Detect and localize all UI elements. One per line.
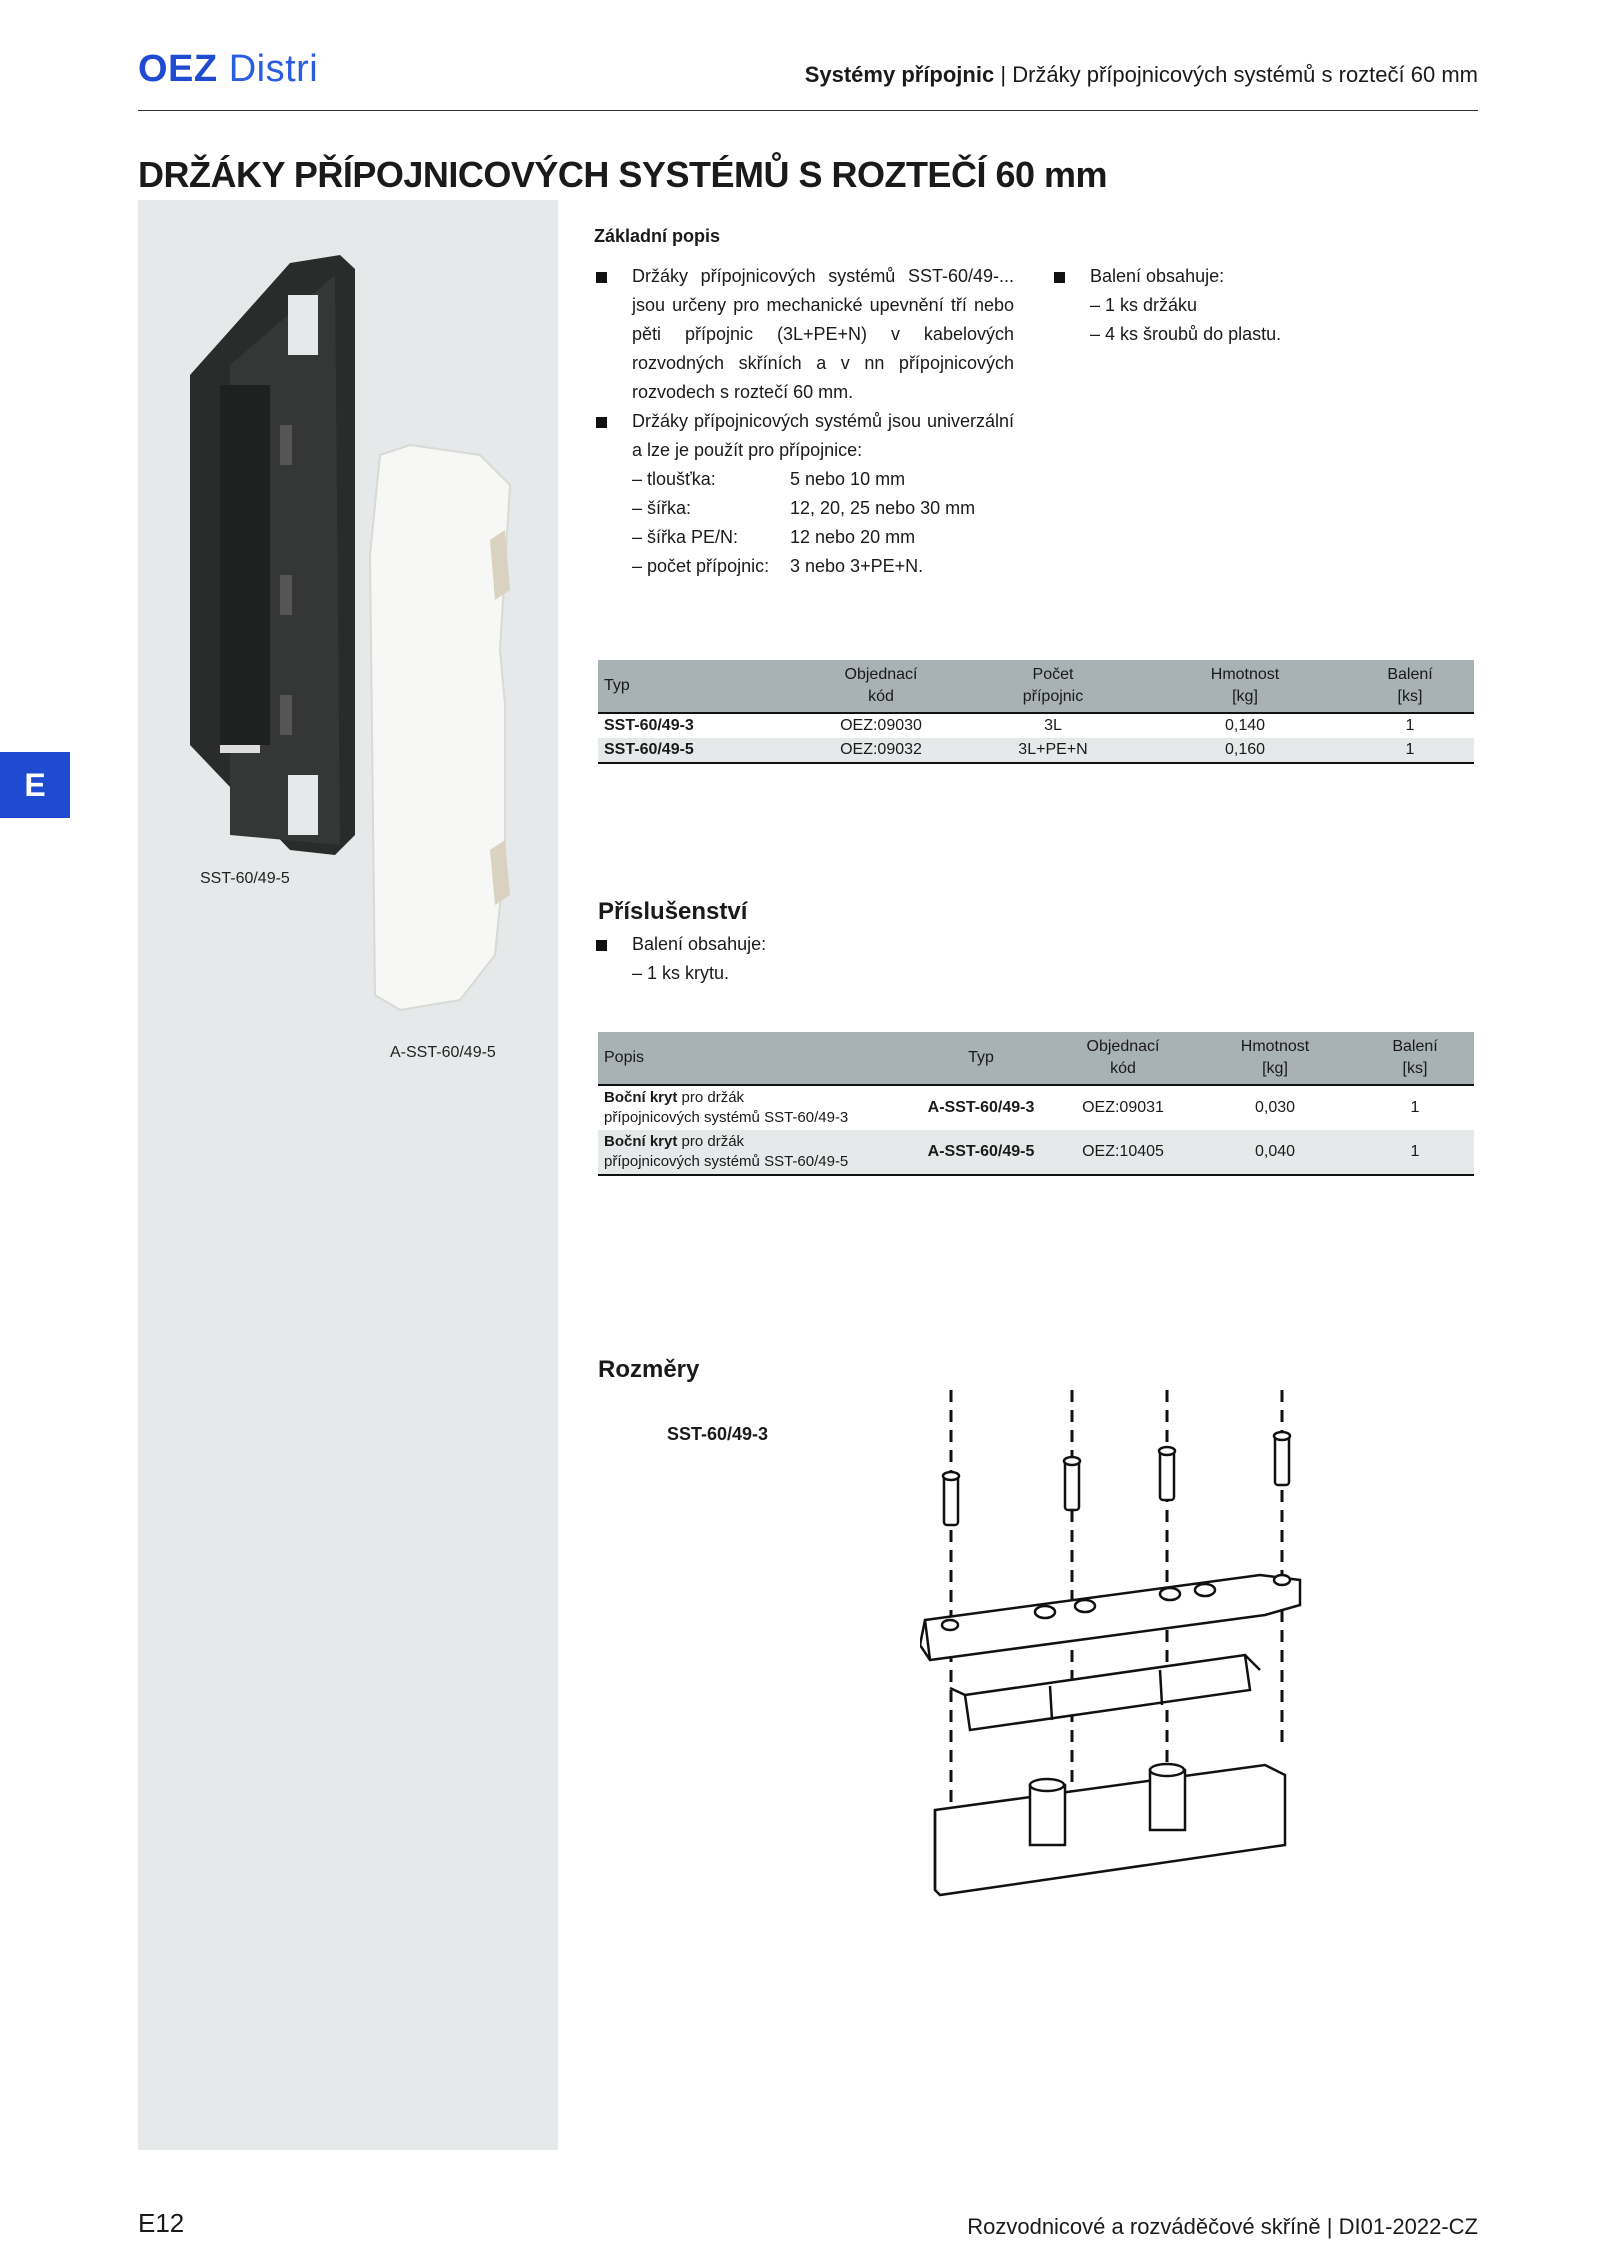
basic-heading: Základní popis: [594, 226, 721, 246]
cell-code: OEZ:10405: [1052, 1130, 1194, 1175]
cell-weight: 0,160: [1144, 738, 1346, 763]
cell-pack: 1: [1346, 738, 1474, 763]
cell-popis: Boční kryt pro držák přípojnicových systémů SST-60/49-3: [604, 1089, 849, 1126]
caption-cover: A-SST-60/49-5: [390, 1044, 496, 1061]
col-weight: Hmotnost [kg]: [1144, 660, 1346, 713]
spec-label: – šířka:: [632, 498, 692, 518]
accessories-table: [598, 1032, 1474, 1176]
cell-typ: SST-60/49-5: [598, 738, 800, 763]
col-code: Objednací kód: [1052, 1032, 1194, 1085]
exploded-drawing: [920, 1390, 1320, 1910]
dimensions-label: SST-60/49-3: [667, 1424, 769, 1444]
caption-holder: SST-60/49-5: [200, 870, 290, 887]
cell-pack: 1: [1356, 1130, 1474, 1175]
accessories-package: [594, 930, 994, 988]
basic-bullet-1: Držáky přípojnicových systémů SST-60/49-... jsou určeny pro mechanické upevnění tří nebo pěti přípojnic (3L+PE+N) v kabelových rozvodných skříních a v nn přípojnicových rozvodech s roztečí 60 mm.: [594, 262, 1014, 407]
middle-insert: [950, 1655, 1260, 1730]
col-pack: Balení [ks]: [1356, 1032, 1474, 1085]
spec-list: [594, 465, 1014, 581]
holder-image: [190, 255, 355, 855]
product-table: [598, 660, 1474, 764]
top-clamp: [920, 1575, 1300, 1660]
product-photo-holder: [160, 255, 520, 1035]
col-typ: Typ: [598, 660, 800, 713]
footer-separator: |: [1326, 2214, 1333, 2239]
col-pack: Balení [ks]: [1346, 660, 1474, 713]
cell-weight: 0,040: [1194, 1130, 1356, 1175]
package-title: Balení obsahuje:: [1052, 262, 1352, 291]
col-code: Objednací kód: [800, 660, 962, 713]
logo-distri: Distri: [228, 48, 319, 90]
table-row: [598, 738, 1474, 763]
page-number: E12: [138, 2208, 185, 2238]
cell-weight: 0,140: [1224, 717, 1266, 734]
spec-value: 3 nebo 3+PE+N.: [790, 556, 924, 576]
screws: [943, 1432, 1290, 1525]
cell-code: OEZ:09031: [1082, 1099, 1164, 1116]
spec-label: – tloušťka:: [632, 469, 716, 489]
brand-logo: [138, 48, 318, 91]
cell-typ: A-SST-60/49-3: [927, 1099, 1035, 1116]
running-footer: [967, 2214, 1478, 2240]
chapter-tab[interactable]: E: [0, 752, 70, 818]
col-weight: Hmotnost [kg]: [1194, 1032, 1356, 1085]
spec-row: [632, 552, 1014, 581]
accessories-pack-title: Balení obsahuje:: [594, 930, 994, 959]
basic-bullet-2: Držáky přípojnicových systémů jsou univerzální a lze je použít pro přípojnice:: [594, 407, 1014, 465]
running-header: [805, 62, 1478, 88]
bottom-holder: [935, 1764, 1285, 1895]
col-count: Počet přípojnic: [962, 660, 1144, 713]
cell-weight: 0,030: [1254, 1099, 1296, 1116]
cell-code: OEZ:09032: [800, 738, 962, 763]
spec-value: 12 nebo 20 mm: [790, 527, 916, 547]
cell-pack: 1: [1405, 717, 1415, 734]
spec-value: 12, 20, 25 nebo 30 mm: [790, 498, 976, 518]
spec-value: 5 nebo 10 mm: [790, 469, 906, 489]
logo-oez: OEZ: [138, 48, 218, 90]
spec-row: [632, 465, 1014, 494]
cell-typ: SST-60/49-3: [604, 717, 694, 734]
accessories-heading: Příslušenství: [598, 898, 748, 925]
package-contents: [1052, 262, 1352, 349]
cell-popis: Boční kryt pro držák přípojnicových systémů SST-60/49-5: [598, 1130, 910, 1175]
table-header-row: [598, 660, 1474, 713]
basic-description: [594, 262, 1014, 581]
cell-code: OEZ:09030: [840, 717, 922, 734]
col-typ: Typ: [910, 1032, 1052, 1085]
cell-pack: 1: [1410, 1099, 1420, 1116]
accessories-pack-item: – 1 ks krytu.: [632, 963, 730, 983]
dimensions-heading: Rozměry: [598, 1356, 700, 1383]
table-row: [598, 713, 1474, 738]
table-row: [598, 1130, 1474, 1175]
package-item: – 1 ks držáku: [1090, 295, 1198, 315]
package-item: – 4 ks šroubů do plastu.: [1090, 324, 1282, 344]
col-popis: Popis: [598, 1032, 910, 1085]
header-section: Systémy přípojnic: [804, 62, 995, 87]
table-header-row: [598, 1032, 1474, 1085]
cell-count: 3L: [1044, 717, 1062, 734]
header-separator: |: [1000, 62, 1007, 87]
spec-label: – počet přípojnic:: [632, 556, 770, 576]
footer-doc: Rozvodnicové a rozváděčové skříně: [967, 2214, 1321, 2239]
spec-row: [632, 523, 1014, 552]
cell-count: 3L+PE+N: [962, 738, 1144, 763]
table-row: [598, 1085, 1474, 1130]
header-subsection: Držáky přípojnicových systémů s roztečí 60 mm: [1012, 62, 1478, 87]
cover-image: [370, 445, 510, 1010]
cell-typ: A-SST-60/49-5: [910, 1130, 1052, 1175]
spec-row: [632, 494, 1014, 523]
page-title: DRŽÁKY PŘÍPOJNICOVÝCH SYSTÉMŮ S ROZTEČÍ 60 mm: [138, 154, 1108, 195]
spec-label: – šířka PE/N:: [632, 527, 739, 547]
header-divider: [138, 110, 1478, 111]
footer-code: DI01-2022-CZ: [1338, 2214, 1478, 2239]
